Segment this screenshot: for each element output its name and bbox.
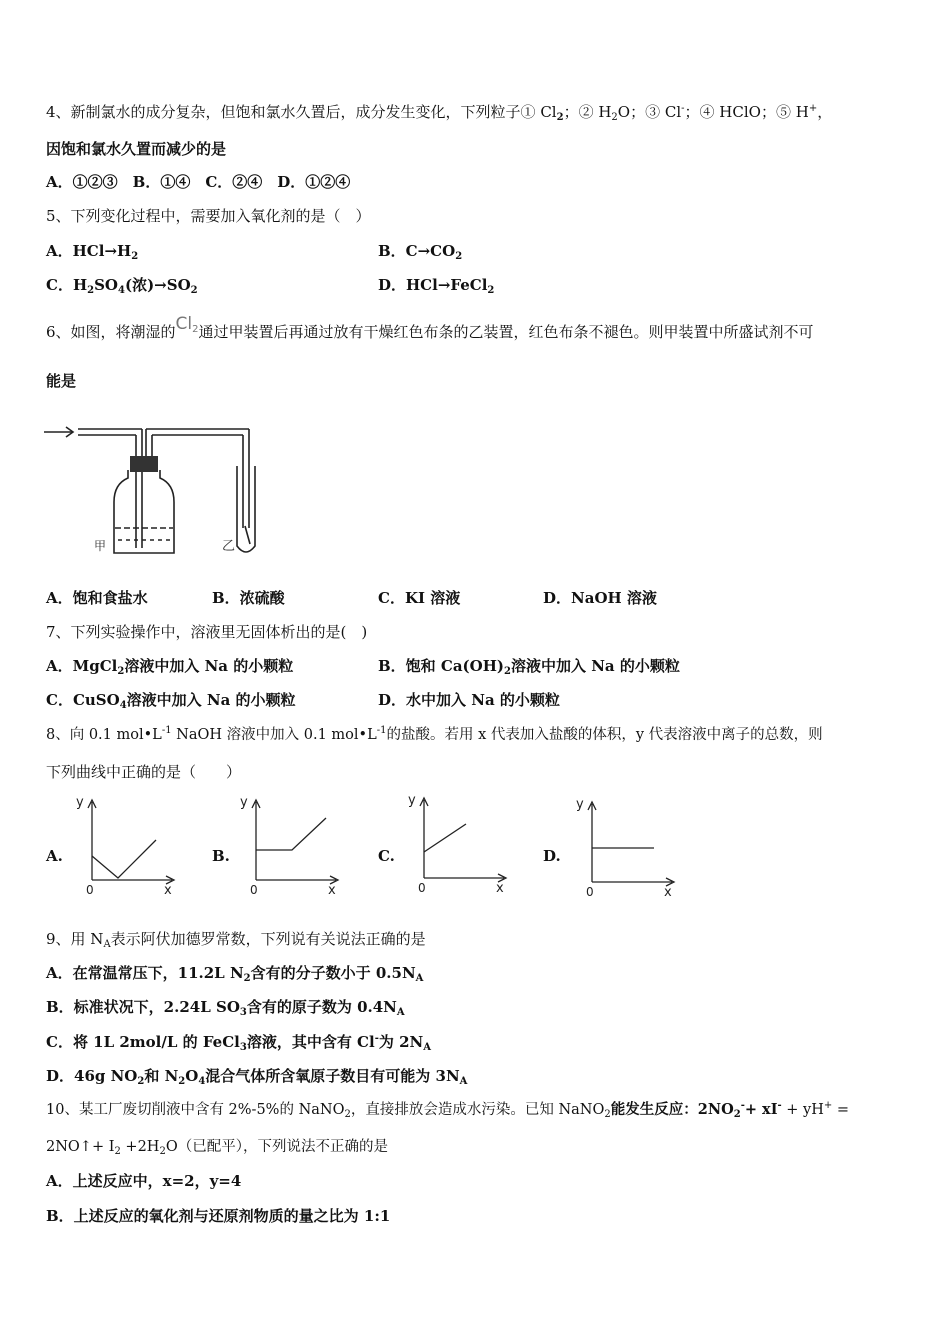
q6-option-a: A．饱和食盐水: [46, 589, 148, 607]
q5-option-b: B．$C\to CO_2$: [378, 242, 463, 262]
q5-option-c: C．$H_2SO_4$(浓)$\to SO_2$: [46, 276, 198, 296]
graph-a-x-label: x: [164, 883, 172, 898]
q8-graph-d-label: D.: [543, 847, 561, 865]
q8-graph-a: [72, 790, 182, 900]
gas-washing-apparatus-figure: [44, 418, 296, 564]
q5-option-a: A．$HCl\to H_2$: [46, 242, 139, 262]
q8-graph-a-label: A.: [46, 847, 63, 865]
q8-graph-b-label: B.: [212, 847, 230, 865]
q4-stem: 4、新制氯水的成分复杂，但饱和氯水久置后，成分发生变化，下列粒子① $Cl_2$；② $H_2O$；③ Cl-；④ HClO；⑤ H+，: [46, 103, 833, 123]
graph-d-origin: 0: [586, 885, 594, 899]
q6-stem-line2: 能是: [46, 372, 77, 390]
q10-option-a: A．上述反应中，x=2，y=4: [46, 1172, 242, 1190]
q8-graph-c-label: C.: [378, 847, 395, 865]
q4-options: A．①②③ B．①④ C．②④ D．①②④: [46, 173, 351, 191]
q7-option-d: D．水中加入 Na 的小颗粒: [378, 691, 560, 709]
q8-graph-d: [572, 792, 682, 902]
q5-option-d: D．HCl→FeCl$_2$: [378, 276, 495, 296]
q9-option-a: A．在常温常压下，11.2L $N_2$含有的分子数小于 $0.5N_A$: [46, 964, 424, 984]
graph-b-x-label: x: [328, 883, 336, 898]
graph-b-curve: [256, 818, 326, 850]
q6-option-b: B．浓硫酸: [212, 589, 285, 607]
q7-stem: 7、下列实验操作中，溶液里无固体析出的是( ): [46, 623, 368, 641]
q9-option-c: C．将 1L 2mol/L 的 FeCl$_3$溶液，其中含有 Cl-为 $2N_A$: [46, 1033, 431, 1053]
graph-d-x-label: x: [664, 885, 672, 900]
q7-option-a: A．MgCl$_2$溶液中加入 Na 的小颗粒: [46, 657, 294, 677]
q7-option-c: C．CuSO$_4$溶液中加入 Na 的小颗粒: [46, 691, 296, 711]
q5-stem: 5、下列变化过程中，需要加入氧化剂的是（ ）: [46, 207, 371, 225]
q7-option-b: B．饱和 $Ca(OH)_2$溶液中加入 Na 的小颗粒: [378, 657, 680, 677]
graph-a-curve: [92, 840, 156, 878]
q6-stem: 6、如图，将潮湿的$Cl_2$通过甲装置后再通过放有干燥红色布条的乙装置，红色布条不褪色。则甲装置中所盛试剂不可: [46, 314, 814, 341]
graph-c-y-label: y: [408, 793, 416, 808]
graph-c-curve: [424, 824, 466, 852]
q9-stem: 9、用 $N_A$表示阿伏加德罗常数，下列说有关说法正确的是: [46, 930, 426, 950]
q8-stem: 8、向 0.1 $mol•L^{-1}$ NaOH 溶液中加入 0.1 $mol•L^{-1}$的盐酸。若用 x 代表加入盐酸的体积，y 代表溶液中离子的总数，则: [46, 725, 823, 743]
q9-option-d: D．46g $NO_2$和 $N_2O_4$混合气体所含氧原子数目有可能为 $3N_A$: [46, 1067, 468, 1087]
graph-a-origin: 0: [86, 883, 94, 897]
q8-graph-b: [236, 790, 346, 900]
graph-d-y-label: y: [576, 797, 584, 812]
q10-stem: 10、某工厂废切削液中含有 2%-5%的 NaNO$_2$，直接排放会造成水污染。已知 NaNO$_2$能发生反应：$2NO_2^-+ xI^- + yH^+$ =: [46, 1100, 850, 1120]
q9-option-b: B．标准状况下，2.24L $SO_3$含有的原子数为 $0.4N_A$: [46, 998, 405, 1018]
q10-option-b: B．上述反应的氧化剂与还原剂物质的量之比为 1:1: [46, 1207, 391, 1225]
q6-option-d: D．NaOH 溶液: [543, 589, 657, 607]
q8-graph-c: [404, 788, 514, 898]
graph-b-origin: 0: [250, 883, 258, 897]
q6-option-c: C．KI 溶液: [378, 589, 461, 607]
label-jia: 甲: [94, 539, 107, 553]
graph-c-origin: 0: [418, 881, 426, 895]
cl2-formula: $Cl_2$: [175, 314, 199, 335]
rubber-stopper: [130, 456, 158, 472]
label-yi: 乙: [222, 539, 236, 554]
graph-c-x-label: x: [496, 881, 504, 896]
graph-b-y-label: y: [240, 795, 248, 810]
graph-a-y-label: y: [76, 795, 84, 810]
q10-stem-line2: 2NO↑+ $I_2 +2H_2O$（已配平），下列说法不正确的是: [46, 1139, 388, 1157]
q8-stem-line2: 下列曲线中正确的是（ ）: [46, 763, 242, 781]
q4-stem-line2: 因饱和氯水久置而减少的是: [46, 140, 227, 158]
